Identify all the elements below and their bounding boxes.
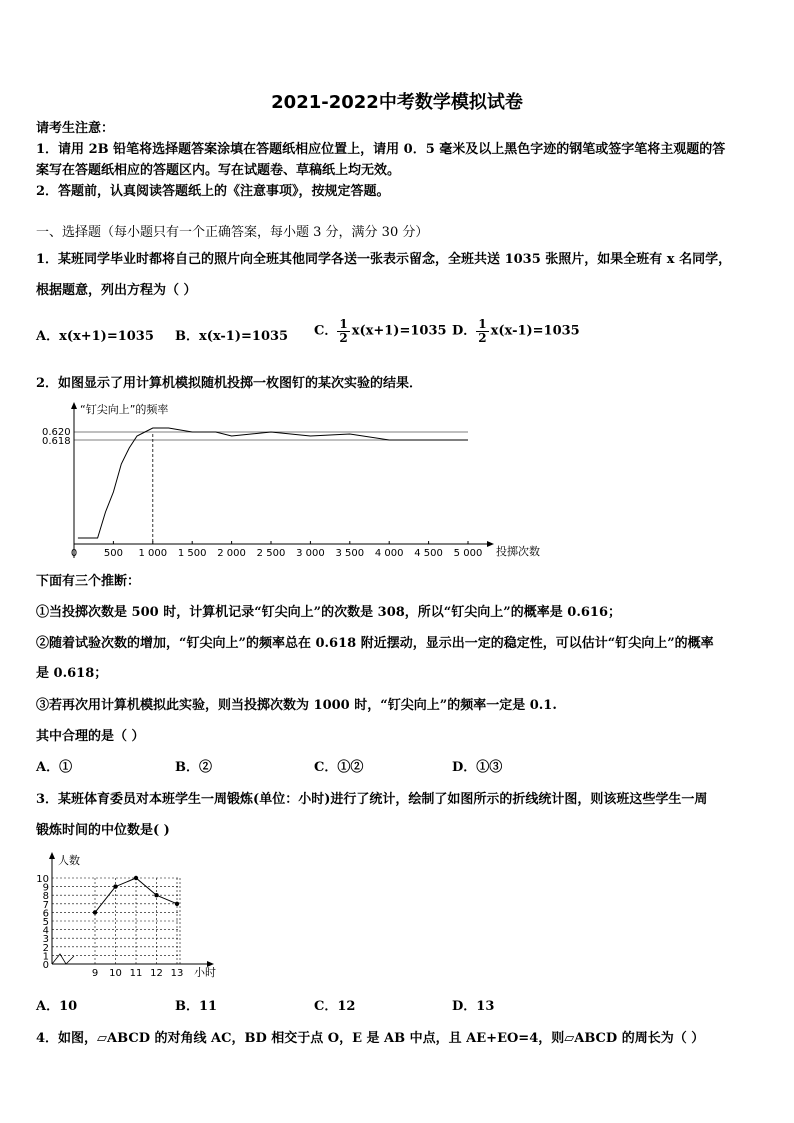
ex-data-point: [113, 884, 117, 888]
ex-x-tick-label: 9: [91, 968, 99, 979]
freq-x-tick-label: 3 000: [296, 548, 325, 559]
freq-x-label: 投掷次数: [496, 545, 540, 558]
q3-option-d: D．13: [452, 999, 495, 1014]
freq-y-tick-0620: 0.620: [42, 427, 71, 438]
q2-statement-1: ①当投掷次数是 500 时，计算机记录“钉尖向上”的次数是 308，所以“钉尖向上”的概率是 0.616；: [36, 605, 621, 620]
page-title: 2021-2022中考数学模拟试卷: [271, 92, 523, 113]
ex-x-tick-label: 12: [150, 968, 163, 979]
freq-y-label: “钉尖向上”的频率: [80, 403, 169, 416]
freq-x-tick-label: 4 500: [414, 548, 443, 559]
freq-series-line: [78, 428, 468, 538]
ex-y-tick-label: 6: [42, 908, 49, 920]
q1-option-c-fraction: [337, 318, 349, 345]
freq-x-tick-label: 0: [70, 548, 78, 559]
notice-item-1-line-2: 案写在答题纸相应的答题区内。写在试题卷、草稿纸上均无效。: [36, 163, 401, 178]
ex-y-axis-arrow: [49, 852, 55, 859]
ex-y-label: 人数: [58, 854, 80, 867]
ex-x-label: 小时: [194, 966, 216, 979]
q1-option-c-numerator: 1: [339, 317, 348, 331]
ex-grid: [52, 878, 180, 964]
ex-x-tick-label: 13: [170, 968, 184, 979]
ex-y-tick-label: 8: [42, 891, 49, 903]
ex-axis-break: [52, 954, 74, 964]
q1-option-d-denominator: 2: [478, 331, 487, 345]
q1-option-a: A．x(x+1)=1035: [36, 329, 154, 344]
freq-x-tick-label: 500: [103, 548, 123, 559]
q1-option-d-expression: x(x-1)=1035: [490, 323, 580, 339]
ex-x-tick-label: 10: [109, 968, 122, 979]
section-heading: 一、选择题（每小题只有一个正确答案，每小题 3 分，满分 30 分）: [36, 225, 429, 240]
ex-y-tick-label: 7: [42, 899, 49, 911]
q2-option-a: A．①: [36, 760, 73, 775]
q1-option-d-label: D．: [452, 323, 477, 339]
q3-line-1: 3．某班体育委员对本班学生一周锻炼(单位：小时)进行了统计，绘制了如图所示的折线统计图，则该班这些学生一周: [36, 792, 708, 807]
q1-option-d: [452, 318, 580, 345]
q3-option-c: C．12: [314, 999, 356, 1014]
q1-option-c-expression: x(x+1)=1035: [351, 323, 447, 339]
q2-stem: 2．如图显示了用计算机模拟随机投掷一枚图钉的某次实验的结果．: [36, 376, 423, 391]
freq-y-axis-arrow: [71, 402, 77, 409]
freq-x-tick-label: 2 000: [217, 548, 246, 559]
q1-line-1: 1．某班同学毕业时都将自己的照片向全班其他同学各送一张表示留念，全班共送 1035 张照片，如果全班有 x 名同学，: [36, 252, 732, 267]
ex-y-tick-label: 5: [42, 917, 49, 928]
freq-x-axis-arrow: [487, 541, 494, 547]
ex-data-point: [134, 876, 138, 880]
q3-option-a: A．10: [36, 999, 78, 1014]
q2-option-b: B．②: [175, 760, 212, 775]
ex-x-tick-label: 11: [129, 968, 143, 979]
q1-option-d-fraction: [476, 318, 488, 345]
q2-option-d: D．①③: [452, 760, 503, 775]
q1-line-2: 根据题意，列出方程为（ ）: [36, 283, 197, 298]
freq-x-tick-label: 1 500: [177, 548, 207, 559]
notice-heading: 请考生注意：: [36, 121, 115, 136]
q2-statement-2-line-1: ②随着试验次数的增加，“钉尖向上”的频率总在 0.618 附近摆动，显示出一定的稳定性，可以估计“钉尖向上”的概率: [36, 636, 714, 651]
ex-y-tick-label: 2: [42, 942, 49, 954]
ex-y-tick-label: 1: [42, 951, 49, 963]
ex-x-ticks: [92, 968, 184, 979]
freq-x-tick-label: 3 500: [335, 548, 365, 559]
q2-statement-3: ③若再次用计算机模拟此实验，则当投掷次数为 1000 时，“钉尖向上”的频率一定是 0.1.: [36, 698, 557, 713]
ex-y-tick-label: 0: [42, 960, 49, 971]
q1-option-b: B．x(x-1)=1035: [175, 329, 289, 344]
q1-option-c: [314, 318, 447, 345]
freq-x-tick-label: 2 500: [256, 548, 286, 559]
q2-intro: 下面有三个推断：: [36, 574, 141, 589]
frequency-chart: [36, 398, 556, 566]
notice-item-2: 2．答题前，认真阅读答题纸上的《注意事项》，按规定答题。: [36, 184, 390, 199]
ex-y-tick-label: 4: [42, 925, 49, 937]
q4-stem: 4．如图，▱ABCD 的对角线 AC，BD 相交于点 O，E 是 AB 中点，且 AE+EO=4，则▱ABCD 的周长为（ ）: [36, 1031, 705, 1046]
ex-y-tick-label: 10: [36, 874, 49, 885]
q1-option-c-denominator: 2: [339, 331, 348, 345]
q3-line-2: 锻炼时间的中位数是( ): [36, 823, 170, 838]
q2-option-c: C．①②: [314, 760, 364, 775]
q1-option-d-numerator: 1: [478, 317, 487, 331]
freq-x-tick-label: 5 000: [453, 548, 483, 559]
ex-data-point: [154, 893, 158, 897]
ex-data-point: [93, 910, 97, 914]
ex-y-ticks: [36, 874, 49, 971]
ex-data-point: [175, 902, 179, 906]
q3-option-b: B．11: [175, 999, 218, 1014]
ex-y-tick-label: 3: [42, 934, 49, 946]
ex-y-tick-label: 9: [42, 882, 49, 894]
q1-option-c-label: C．: [314, 323, 338, 339]
freq-y-tick-0618: 0.618: [42, 436, 71, 447]
notice-item-1-line-1: 1．请用 2B 铅笔将选择题答案涂填在答题纸相应位置上，请用 0．5 毫米及以上黑色字迹的钢笔或签字笔将主观题的答: [36, 142, 726, 157]
q2-statement-2-line-2: 是 0.618；: [36, 666, 108, 681]
exercise-chart: [30, 850, 230, 980]
freq-x-tick-label: 4 000: [374, 548, 404, 559]
q2-question: 其中合理的是（ ）: [36, 729, 145, 744]
freq-x-tick-label: 1 000: [138, 548, 168, 559]
